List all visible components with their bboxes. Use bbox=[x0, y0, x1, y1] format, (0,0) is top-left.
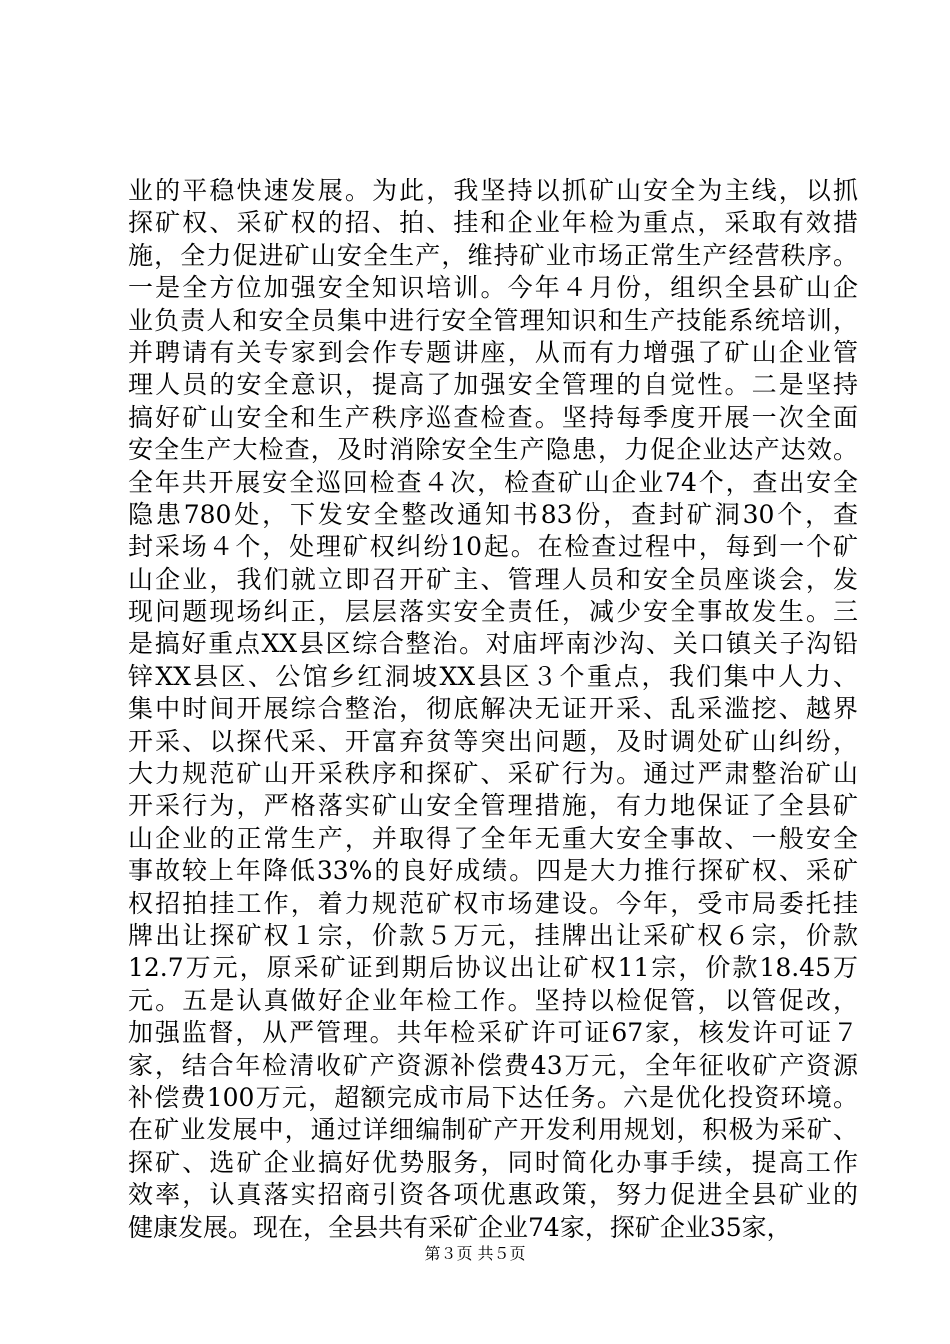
text-line: 搞好矿山安全和生产秩序巡查检查。坚持每季度开展一次全面 bbox=[128, 402, 858, 432]
text-line: 加强监督，从严管理。共年检采矿许可证67家，核发许可证７ bbox=[128, 1018, 858, 1048]
text-line: 山企业的正常生产，并取得了全年无重大安全事故、一般安全 bbox=[128, 823, 858, 853]
text-line: 是搞好重点XX县区综合整治。对庙坪南沙沟、关口镇关子沟铅 bbox=[128, 629, 858, 659]
text-line: 事故较上年降低33%的良好成绩。四是大力推行探矿权、采矿 bbox=[128, 856, 858, 886]
text-line: 权招拍挂工作，着力规范矿权市场建设。今年，受市局委托挂 bbox=[128, 888, 858, 918]
text-line: 封采场４个，处理矿权纠纷10起。在检查过程中，每到一个矿 bbox=[128, 532, 858, 562]
text-line: 大力规范矿山开采秩序和探矿、采矿行为。通过严肃整治矿山 bbox=[128, 759, 858, 789]
text-line: 业的平稳快速发展。为此，我坚持以抓矿山安全为主线，以抓 bbox=[128, 176, 858, 205]
text-line: 家，结合年检清收矿产资源补偿费43万元，全年征收矿产资源 bbox=[128, 1050, 858, 1080]
text-line: 12.7万元，原采矿证到期后协议出让矿权11宗，价款18.45万 bbox=[128, 953, 858, 983]
text-line: 健康发展。现在，全县共有采矿企业74家，探矿企业35家， bbox=[128, 1212, 792, 1242]
text-line: 效率，认真落实招商引资各项优惠政策，努力促进全县矿业的 bbox=[128, 1180, 858, 1210]
text-line: 隐患780处，下发安全整改通知书83份，查封矿洞30个，查 bbox=[128, 499, 858, 529]
text-line: 山企业，我们就立即召开矿主、管理人员和安全员座谈会，发 bbox=[128, 564, 858, 594]
text-line: 理人员的安全意识，提高了加强安全管理的自觉性。二是坚持 bbox=[128, 370, 858, 400]
text-line: 开采行为，严格落实矿山安全管理措施，有力地保证了全县矿 bbox=[128, 791, 858, 821]
text-line: 全年共开展安全巡回检查４次，检查矿山企业74个，查出安全 bbox=[128, 467, 858, 497]
page-footer: 第３页 共５页 bbox=[424, 1244, 526, 1263]
text-line: 元。五是认真做好企业年检工作。坚持以检促管，以管促改， bbox=[128, 985, 858, 1015]
text-line: 探矿、选矿企业搞好优势服务，同时简化办事手续，提高工作 bbox=[128, 1147, 858, 1177]
body-text bbox=[128, 175, 858, 1244]
text-line: 锌XX县区、公馆乡红洞坡XX县区３个重点，我们集中人力、 bbox=[128, 661, 858, 691]
text-line: 现问题现场纠正，层层落实安全责任，减少安全事故发生。三 bbox=[128, 597, 858, 627]
text-line: 补偿费100万元，超额完成市局下达任务。六是优化投资环境。 bbox=[128, 1082, 858, 1112]
text-line: 安全生产大检查，及时消除安全生产隐患，力促企业达产达效。 bbox=[128, 435, 858, 465]
text-line: 开采、以探代采、开富弃贫等突出问题，及时调处矿山纠纷， bbox=[128, 726, 858, 756]
text-line: 并聘请有关专家到会作专题讲座，从而有力增强了矿山企业管 bbox=[128, 337, 858, 367]
text-line: 在矿业发展中，通过详细编制矿产开发利用规划，积极为采矿、 bbox=[128, 1115, 858, 1145]
text-line: 施，全力促进矿山安全生产，维持矿业市场正常生产经营秩序。 bbox=[128, 240, 858, 270]
text-line: 集中时间开展综合整治，彻底解决无证开采、乱采滥挖、越界 bbox=[128, 694, 858, 724]
text-line: 一是全方位加强安全知识培训。今年４月份，组织全县矿山企 bbox=[128, 273, 858, 303]
text-line: 业负责人和安全员集中进行安全管理知识和生产技能系统培训， bbox=[128, 305, 858, 335]
text-line: 牌出让探矿权１宗，价款５万元，挂牌出让采矿权６宗，价款 bbox=[128, 920, 858, 950]
text-line: 探矿权、采矿权的招、拍、挂和企业年检为重点，采取有效措 bbox=[128, 208, 858, 238]
